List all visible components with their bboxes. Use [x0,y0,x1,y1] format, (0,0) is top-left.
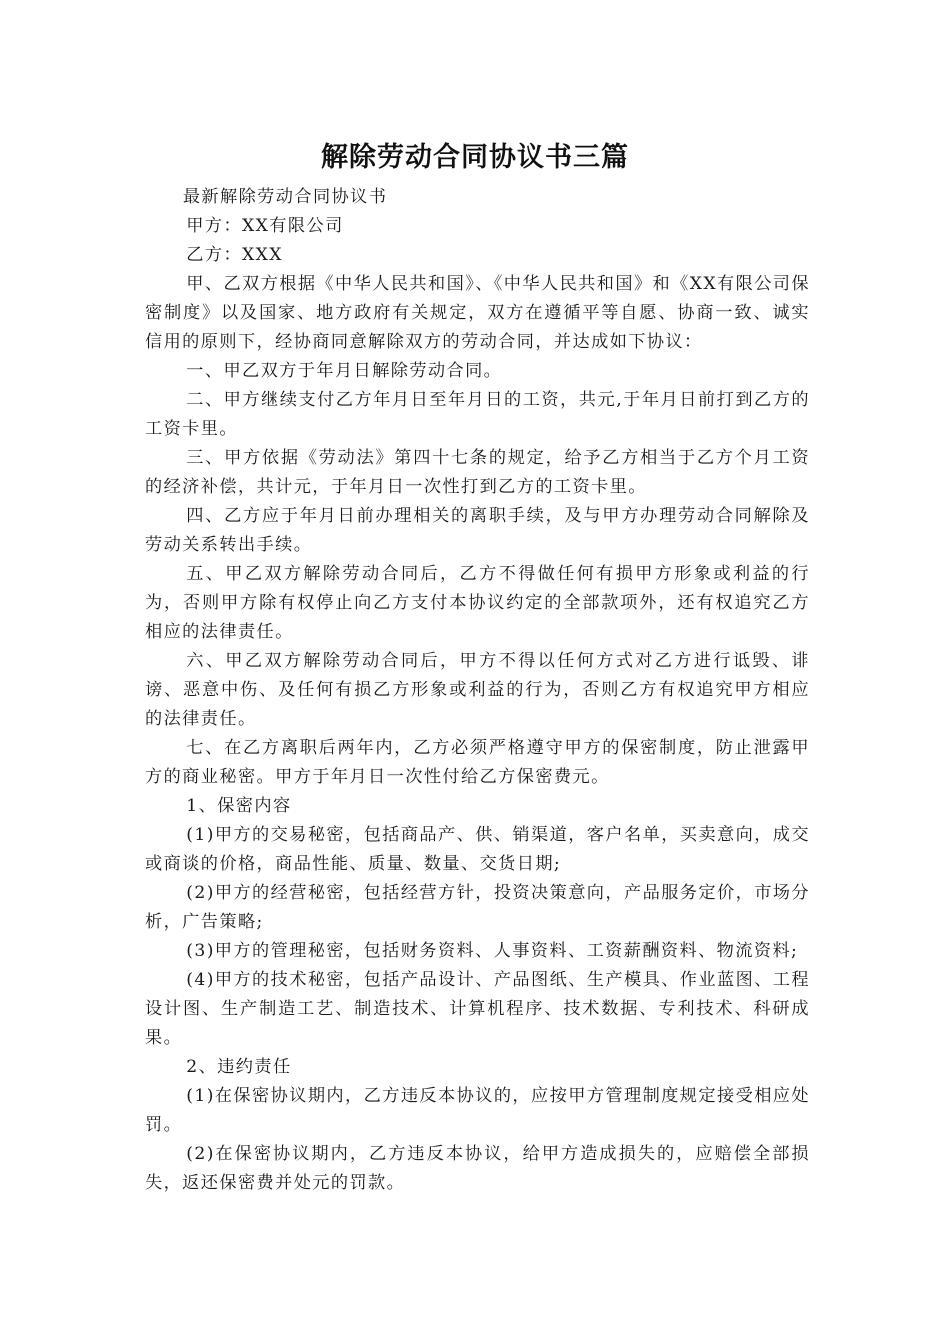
confidential-item-4: (4)甲方的技术秘密，包括产品设计、产品图纸、生产模具、作业蓝图、工程设计图、生产制造工艺、制造技术、计算机程序、技术数据、专利技术、科研成果。 [145,970,810,1048]
clause-4: 四、乙方应于年月日前办理相关的离职手续，及与甲方办理劳动合同解除及劳动关系转出手续。 [145,506,810,555]
party-b-line: 乙方：XXX [186,245,283,265]
confidential-item-2: (2)甲方的经营秘密，包括经营方针，投资决策意向，产品服务定价，市场分析，广告策略; [145,883,810,932]
section-breach-liability: 2、违约责任 [186,1057,292,1077]
clause-3: 三、甲方依据《劳动法》第四十七条的规定，给予乙方相当于乙方个月工资的经济补偿，共计元，于年月日一次性打到乙方的工资卡里。 [145,448,810,497]
clause-6: 六、甲乙双方解除劳动合同后，甲方不得以任何方式对乙方进行诋毁、诽谤、恶意中伤、及任何有损乙方形象或利益的行为，否则乙方有权追究甲方相应的法律责任。 [145,651,810,729]
clause-5: 五、甲乙双方解除劳动合同后，乙方不得做任何有损甲方形象或利益的行为，否则甲方除有权停止向乙方支付本协议约定的全部款项外，还有权追究乙方相应的法律责任。 [145,564,810,642]
clause-1: 一、甲乙双方于年月日解除劳动合同。 [186,361,503,381]
document-title: 解除劳动合同协议书三篇 [321,142,629,173]
preamble-paragraph: 甲、乙双方根据《中华人民共和国》、《中华人民共和国》和《XX有限公司保密制度》以及国家、地方政府有关规定，双方在遵循平等自愿、协商一致、诚实信用的原则下，经协商同意解除双方的劳动合同，并达成如下协议： [145,274,810,352]
section-confidential-content: 1、保密内容 [186,796,292,816]
confidential-item-3: (3)甲方的管理秘密，包括财务资料、人事资料、工资薪酬资料、物流资料; [186,941,799,961]
clause-2: 二、甲方继续支付乙方年月日至年月日的工资，共元,于年月日前打到乙方的工资卡里。 [145,390,810,439]
breach-item-2: (2)在保密协议期内，乙方违反本协议，给甲方造成损失的，应赔偿全部损失，返还保密费并处元的罚款。 [145,1144,810,1193]
confidential-item-1: (1)甲方的交易秘密，包括商品产、供、销渠道，客户名单，买卖意向，成交或商谈的价格，商品性能、质量、数量、交货日期; [145,825,810,874]
subtitle-paragraph: 最新解除劳动合同协议书 [182,187,388,207]
party-a-line: 甲方：XX有限公司 [186,216,344,236]
breach-item-1: (1)在保密协议期内，乙方违反本协议的，应按甲方管理制度规定接受相应处罚。 [145,1086,810,1135]
clause-7: 七、在乙方离职后两年内，乙方必须严格遵守甲方的保密制度，防止泄露甲方的商业秘密。甲方于年月日一次性付给乙方保密费元。 [145,738,810,787]
document-body [145,183,810,1198]
